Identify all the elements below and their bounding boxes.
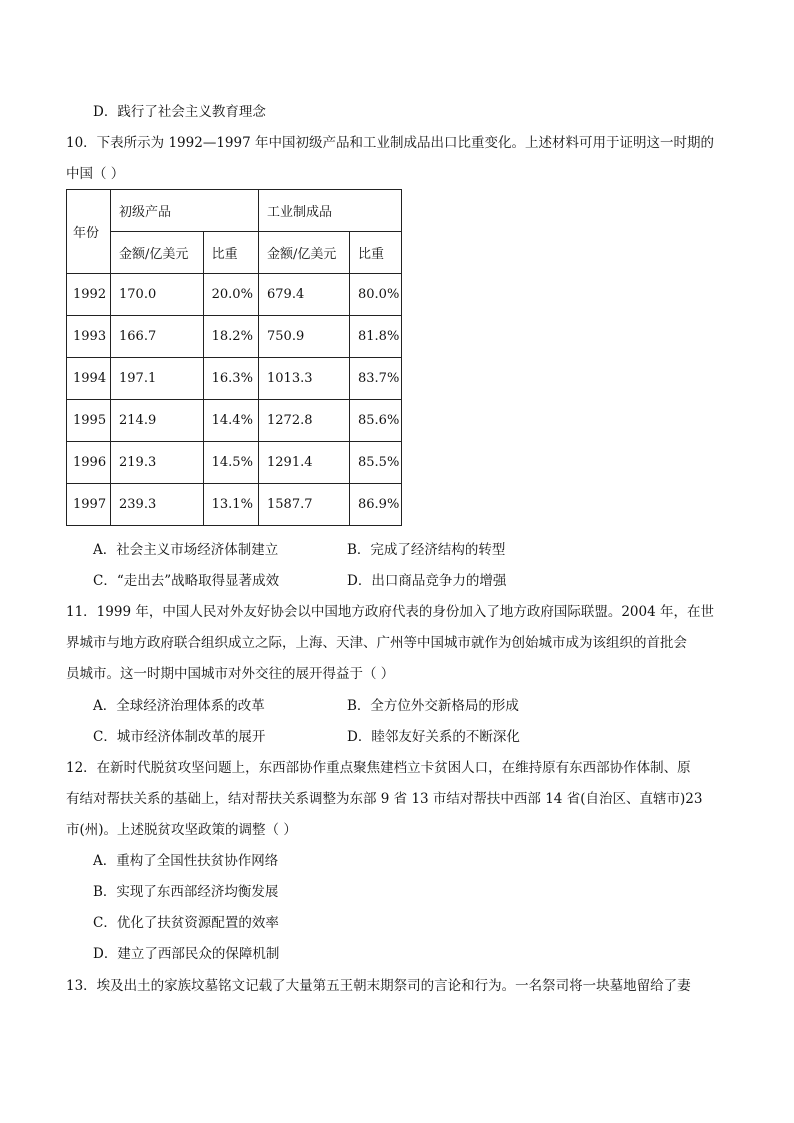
q10-stem-line1: 10．下表所示为 1992—1997 年中国初级产品和工业制成品出口比重变化。上述材料可用于证明这一时期的: [66, 135, 714, 151]
q9-option-d: D．践行了社会主义教育理念: [93, 104, 266, 120]
table-row: [67, 358, 402, 400]
row-year: 1994: [67, 358, 111, 400]
primary-amount: 197.1: [111, 358, 204, 400]
q10-option-d[interactable]: D．出口商品竞争力的增强: [347, 573, 507, 589]
primary-share: 14.5%: [203, 442, 258, 484]
primary-share: 20.0%: [203, 274, 258, 316]
primary-amount: 239.3: [111, 484, 204, 526]
primary-share: 13.1%: [203, 484, 258, 526]
primary-amount: 166.7: [111, 316, 204, 358]
q12-stem-line2: 有结对帮扶关系的基础上，结对帮扶关系调整为东部 9 省 13 市结对帮扶中西部 14 省(自治区、直辖市)23: [66, 791, 703, 807]
q10-option-a[interactable]: A．社会主义市场经济体制建立: [93, 542, 279, 558]
manufactured-goods-header: 工业制成品: [259, 190, 402, 232]
export-table: [66, 189, 402, 526]
q11-option-a[interactable]: A．全球经济治理体系的改革: [93, 698, 265, 714]
q12-stem-line3: 市(州)。上述脱贫攻坚政策的调整（ ）: [66, 822, 297, 838]
table-row: [67, 400, 402, 442]
row-year: 1993: [67, 316, 111, 358]
q12-stem-line1: 12．在新时代脱贫攻坚问题上，东西部协作重点聚焦建档立卡贫困人口，在维持原有东西部协作体制、原: [66, 760, 691, 776]
q12-option-c[interactable]: C．优化了扶贫资源配置的效率: [93, 915, 279, 931]
primary-amount: 170.0: [111, 274, 204, 316]
q11-option-d[interactable]: D．睦邻友好关系的不断深化: [347, 729, 520, 745]
row-year: 1995: [67, 400, 111, 442]
q10-stem-line2: 中国（ ）: [66, 166, 125, 182]
primary-amount: 214.9: [111, 400, 204, 442]
primary-share: 14.4%: [203, 400, 258, 442]
q10-option-b[interactable]: B．完成了经济结构的转型: [347, 542, 506, 558]
q12-option-b[interactable]: B．实现了东西部经济均衡发展: [93, 884, 279, 900]
manufactured-share: 81.8%: [350, 316, 402, 358]
primary-share-header: 比重: [203, 232, 258, 274]
row-year: 1996: [67, 442, 111, 484]
q12-option-d[interactable]: D．建立了西部民众的保障机制: [93, 946, 280, 962]
manufactured-amount: 1587.7: [259, 484, 350, 526]
manufactured-share: 85.5%: [350, 442, 402, 484]
year-header: 年份: [67, 190, 111, 274]
manufactured-share-header: 比重: [350, 232, 402, 274]
manufactured-amount: 679.4: [259, 274, 350, 316]
primary-share: 16.3%: [203, 358, 258, 400]
table-row: [67, 316, 402, 358]
manufactured-amount: 1013.3: [259, 358, 350, 400]
primary-amount: 219.3: [111, 442, 204, 484]
table-row: [67, 484, 402, 526]
manufactured-share: 83.7%: [350, 358, 402, 400]
q11-stem-line2: 界城市与地方政府联合组织成立之际，上海、天津、广州等中国城市就作为创始城市成为该组织的首批会: [66, 635, 687, 651]
row-year: 1992: [67, 274, 111, 316]
table-row: [67, 274, 402, 316]
manufactured-amount: 1291.4: [259, 442, 350, 484]
q11-stem-line1: 11．1999 年，中国人民对外友好协会以中国地方政府代表的身份加入了地方政府国际联盟。2004 年，在世: [66, 604, 714, 620]
primary-products-header: 初级产品: [111, 190, 259, 232]
manufactured-share: 86.9%: [350, 484, 402, 526]
q10-option-c[interactable]: C．“走出去”战略取得显著成效: [93, 573, 280, 589]
manufactured-share: 80.0%: [350, 274, 402, 316]
primary-share: 18.2%: [203, 316, 258, 358]
q11-option-c[interactable]: C．城市经济体制改革的展开: [93, 729, 266, 745]
q11-option-b[interactable]: B．全方位外交新格局的形成: [347, 698, 519, 714]
row-year: 1997: [67, 484, 111, 526]
q12-option-a[interactable]: A．重构了全国性扶贫协作网络: [93, 853, 279, 869]
manufactured-amount: 1272.8: [259, 400, 350, 442]
table-row: [67, 442, 402, 484]
primary-amount-header: 金额/亿美元: [111, 232, 204, 274]
q13-stem-line1: 13．埃及出土的家族坟墓铭文记载了大量第五王朝末期祭司的言论和行为。一名祭司将一块墓地留给了妻: [66, 978, 691, 994]
manufactured-amount-header: 金额/亿美元: [259, 232, 350, 274]
q11-stem-line3: 员城市。这一时期中国城市对外交往的展开得益于（ ）: [66, 666, 395, 682]
manufactured-amount: 750.9: [259, 316, 350, 358]
manufactured-share: 85.6%: [350, 400, 402, 442]
